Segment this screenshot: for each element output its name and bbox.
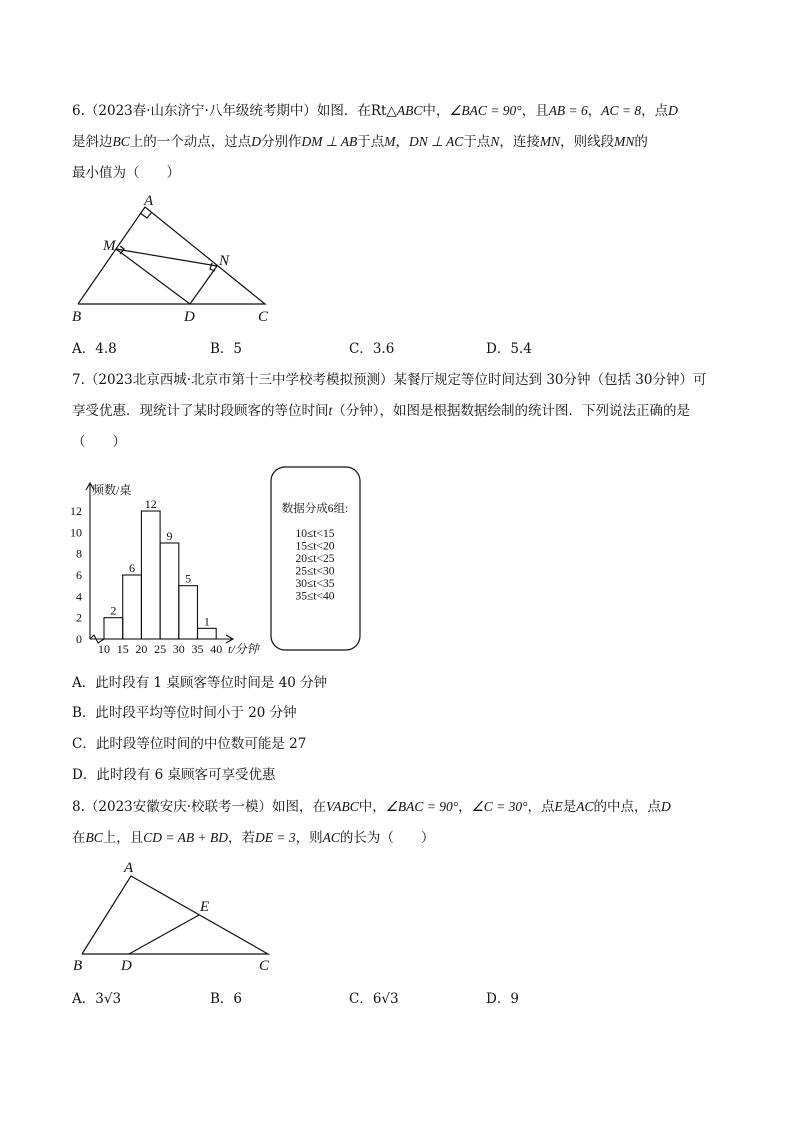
q8-var: E xyxy=(554,799,563,814)
q8-triangle-figure xyxy=(66,856,282,976)
q8-math: ∠BAC = 90° xyxy=(385,799,459,814)
q8-text: ，则 xyxy=(295,830,323,846)
histogram-y-tick-label: 0 xyxy=(76,632,82,646)
histogram-x-tick-label: 10 xyxy=(98,642,110,656)
histogram-y-ticks xyxy=(70,504,82,646)
q8-var: VABC xyxy=(326,799,359,814)
q6-line-1 xyxy=(72,101,678,121)
q6-var: MN xyxy=(539,134,561,149)
q7-text: 享受优惠．现统计了某时段顾客的等位时间 xyxy=(72,403,329,419)
q8-math: DE = 3 xyxy=(254,830,296,845)
q7-var: t xyxy=(328,403,333,418)
q8-label-a: A xyxy=(124,860,134,876)
q8-segment-de xyxy=(129,915,199,954)
q8-text: ， xyxy=(458,799,472,815)
info-box-row: 25≤t<30 xyxy=(295,565,335,578)
histogram-x-tick-label: 40 xyxy=(210,642,223,656)
q8-var: BC xyxy=(85,830,103,845)
q7-option-b[interactable]: B．此时段平均等位时间小于 20 分钟 xyxy=(72,705,297,721)
q6-text: 于点 xyxy=(357,134,385,150)
q6-text: ， xyxy=(587,103,602,119)
histogram-y-tick-label: 4 xyxy=(76,589,82,604)
q6-text: 如图．在Rt△ xyxy=(316,103,397,119)
q6-text: ，点 xyxy=(641,103,669,119)
q8-option-b[interactable]: B．6 xyxy=(210,991,243,1007)
q7-number: 7. xyxy=(72,372,85,388)
info-box-row: 35≤t<40 xyxy=(295,590,335,603)
q6-text: ，且 xyxy=(521,103,549,119)
q8-label-c: C xyxy=(259,958,270,974)
q8-text: 上，且 xyxy=(102,830,144,846)
q6-label-m: M xyxy=(103,238,116,254)
q8-line-2 xyxy=(72,828,434,848)
q6-segment-mn xyxy=(116,249,217,266)
q6-var: MN xyxy=(614,134,635,149)
q7-option-a[interactable]: A．此时段有 1 桌顾客等位时间是 40 分钟 xyxy=(72,675,328,691)
q7-option-d[interactable]: D．此时段有 6 桌顾客可享受优惠 xyxy=(72,767,276,783)
info-box-row: 30≤t<35 xyxy=(295,578,335,590)
q7-text: （2023北京西城·北京市第十三中学校考模拟预测）某餐厅规定等位时间达到 30分钟（包括 30分钟）可 xyxy=(84,372,707,388)
q6-line-3: 最小值为（ ） xyxy=(72,165,180,181)
q6-option-d[interactable]: D．5.4 xyxy=(486,341,532,357)
q6-var: D xyxy=(251,134,262,149)
histogram-bar-value-label: 2 xyxy=(110,603,117,618)
q6-text: 上的一个动点，过点 xyxy=(129,134,252,150)
q8-var: AC xyxy=(576,799,594,814)
histogram-bar-value-label: 5 xyxy=(185,571,192,586)
histogram-x-tick-label: 35 xyxy=(191,642,204,656)
q6-math: AC = 8 xyxy=(601,103,642,118)
q7-text: （分钟），如图是根据数据绘制的统计图．下列说法正确的是 xyxy=(332,403,691,419)
q8-option-c[interactable]: C．6√3 xyxy=(349,991,399,1007)
q8-text: 的中点，点 xyxy=(593,799,662,815)
info-box-row: 20≤t<25 xyxy=(295,553,335,565)
q8-var: D xyxy=(661,799,671,814)
histogram-bar-value-label: 6 xyxy=(129,561,136,575)
info-box-rows xyxy=(296,528,335,603)
q8-label-d: D xyxy=(121,958,132,974)
q6-text: 的 xyxy=(634,134,648,150)
q8-math: ∠C = 30° xyxy=(471,799,528,814)
q6-right-angle-a xyxy=(140,212,152,218)
q6-var: M xyxy=(384,134,396,149)
q8-text: 中， xyxy=(358,799,386,815)
histogram-x-tick-label: 30 xyxy=(172,642,185,656)
q8-option-a[interactable]: A．3√3 xyxy=(72,991,122,1007)
histogram-y-tick-label: 12 xyxy=(70,504,82,518)
q8-line-1 xyxy=(72,797,671,817)
histogram-x-tick-label: 25 xyxy=(154,642,167,656)
q6-option-c[interactable]: C．3.6 xyxy=(349,341,395,357)
q6-triangle-abc xyxy=(78,207,265,304)
q6-label-n: N xyxy=(219,253,230,269)
q6-var: N xyxy=(490,134,500,149)
q8-label-e: E xyxy=(200,899,210,915)
q8-var: AC xyxy=(322,830,340,845)
histogram-x-tick-label: 20 xyxy=(135,642,148,656)
q6-text: 于点 xyxy=(463,134,491,150)
histogram-y-tick-label: 6 xyxy=(76,568,82,582)
q6-triangle-figure xyxy=(66,193,282,323)
q7-option-c[interactable]: C．此时段等位时间的中位数可能是 27 xyxy=(72,736,307,752)
histogram-x-tick-label: 15 xyxy=(116,642,129,656)
info-box-row: 15≤t<20 xyxy=(295,540,335,553)
info-box-title: 数据分成6组: xyxy=(281,503,349,515)
q7-line-1 xyxy=(72,370,706,390)
q6-text: ，则线段 xyxy=(560,134,615,150)
q6-source: （2023春·山东济宁·八年级统考期中） xyxy=(84,103,317,119)
histogram-bar xyxy=(179,586,198,639)
q6-math: DM ⊥ AB xyxy=(301,134,358,149)
q8-text: （2023安徽安庆·校联考一模）如图，在 xyxy=(84,799,327,815)
histogram-y-tick-label: 2 xyxy=(76,610,82,625)
histogram-bar xyxy=(104,618,123,639)
histogram-bar xyxy=(123,575,142,639)
histogram-bar xyxy=(141,511,160,639)
q6-number: 6. xyxy=(72,103,85,119)
histogram-bar xyxy=(198,628,217,639)
histogram-x-ticks xyxy=(98,642,222,656)
q6-option-b[interactable]: B．5 xyxy=(210,341,243,357)
q6-label-a: A xyxy=(144,193,154,209)
histogram-bar-value-label: 12 xyxy=(144,497,157,511)
q6-segment-dn xyxy=(190,266,217,304)
q6-var: D xyxy=(668,103,678,118)
histogram-y-tick-label: 8 xyxy=(76,546,82,561)
q6-label-b: B xyxy=(72,309,82,323)
info-box-row: 10≤t<15 xyxy=(295,528,335,540)
q6-text: ，连接 xyxy=(499,134,540,150)
q8-math: CD = AB + BD xyxy=(143,830,228,845)
q8-triangle-abc xyxy=(82,876,268,954)
histogram-bar xyxy=(160,543,179,639)
q6-math: DN ⊥ AC xyxy=(409,134,464,149)
q7-line-2 xyxy=(72,401,690,421)
q7-group-info-box xyxy=(270,466,362,652)
q8-number: 8. xyxy=(72,799,85,815)
histogram-x-label: t/分钟 xyxy=(228,642,259,656)
q6-text: 中， xyxy=(422,103,450,119)
q6-segment-dm xyxy=(116,249,190,304)
q6-line-2 xyxy=(72,132,648,152)
q6-math: ∠BAC = 90° xyxy=(449,103,522,118)
q6-label-c: C xyxy=(258,309,269,323)
q6-var: BC xyxy=(112,134,130,149)
histogram-bar-value-label: 9 xyxy=(166,529,173,543)
q8-label-b: B xyxy=(73,958,83,974)
q6-math: AB = 6 xyxy=(548,103,588,118)
q6-option-a[interactable]: A．4.8 xyxy=(72,341,117,357)
q6-var: ABC xyxy=(396,103,423,118)
q6-text: ， xyxy=(395,134,410,150)
q7-histogram xyxy=(60,478,270,658)
q8-option-d[interactable]: D．9 xyxy=(486,991,519,1007)
q6-text: 是斜边 xyxy=(72,134,113,150)
q6-text: 分别作 xyxy=(261,134,302,150)
histogram-bar-value-label: 1 xyxy=(203,614,210,629)
q8-text: ，若 xyxy=(227,830,255,846)
q8-text: 是 xyxy=(562,799,577,815)
histogram-y-tick-label: 10 xyxy=(70,525,82,540)
q8-text: 在 xyxy=(72,830,86,846)
histogram-bars xyxy=(104,511,216,639)
q7-line-3: （ ） xyxy=(72,434,126,450)
histogram-y-label: 频数/桌 xyxy=(92,483,132,497)
q8-text: 的长为（ ） xyxy=(339,830,435,846)
q6-label-d: D xyxy=(184,309,195,323)
q8-text: ，点 xyxy=(527,799,555,815)
